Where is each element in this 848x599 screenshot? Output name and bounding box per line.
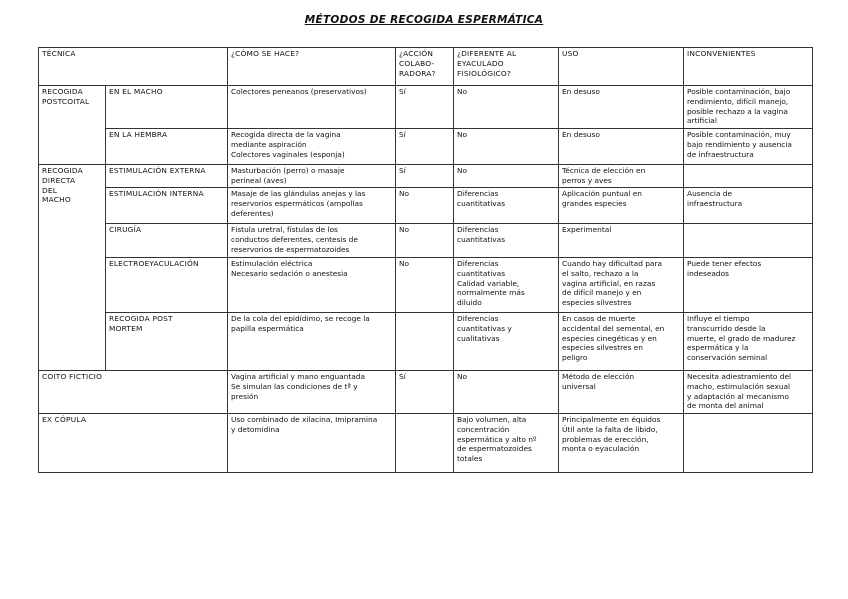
- technique-subname: ESTIMULACIÓN EXTERNA: [106, 165, 228, 188]
- text-line: Útil ante la falta de libido,: [562, 424, 658, 434]
- text-line: Bajo volumen, alta: [457, 415, 527, 424]
- header-tecnica: TÉCNICA: [39, 48, 228, 86]
- text-line: de espermatozoides: [457, 444, 532, 454]
- text-line: MACHO: [42, 195, 71, 205]
- uso-cell: [559, 129, 684, 165]
- text-line: cualitativas: [457, 333, 500, 343]
- text-line: conservación seminal: [687, 353, 768, 363]
- text-line: indeseados: [687, 268, 729, 278]
- inconvenientes-cell: [684, 86, 813, 129]
- table-row: [39, 224, 813, 258]
- uso-cell: [559, 165, 684, 188]
- text-line: rendimiento, difícil manejo,: [687, 96, 789, 106]
- text-line: especies cinegéticas y en: [562, 333, 657, 343]
- text-line: COLABO-: [399, 58, 435, 68]
- text-line: presión: [231, 391, 259, 401]
- table-row: [39, 414, 813, 473]
- como-cell: [228, 371, 396, 414]
- text-line: grandes especies: [562, 198, 627, 208]
- text-line: Diferencias: [457, 259, 499, 268]
- text-line: macho, estimulación sexual: [687, 381, 791, 391]
- inconvenientes-cell: [684, 258, 813, 313]
- table-row: [39, 313, 813, 371]
- diferente-cell: [454, 371, 559, 414]
- uso-cell: [559, 313, 684, 371]
- uso-cell: [559, 224, 684, 258]
- text-line: Ausencia de: [687, 189, 733, 198]
- table-row: [39, 188, 813, 224]
- text-line: papilla espermática: [231, 323, 304, 333]
- accion-cell: Sí: [396, 165, 454, 188]
- text-line: No: [457, 372, 468, 381]
- text-line: POSTCOITAL: [42, 96, 90, 106]
- text-line: de infraestructura: [687, 149, 754, 159]
- inconvenientes-cell: [684, 165, 813, 188]
- text-line: RECOGIDA: [42, 87, 83, 96]
- text-line: especies silvestres en: [562, 343, 643, 353]
- text-line: transcurrido desde la: [687, 323, 766, 333]
- text-line: EYACULADO: [457, 58, 504, 68]
- text-line: Colectores peneanos (preservativos): [231, 87, 367, 96]
- text-line: Recogida directa de la vagina: [231, 130, 341, 139]
- text-line: En desuso: [562, 130, 600, 139]
- diferente-cell: [454, 86, 559, 129]
- header-diferente: [454, 48, 559, 86]
- como-cell: [228, 258, 396, 313]
- accion-cell: No: [396, 188, 454, 224]
- inconvenientes-cell: [684, 129, 813, 165]
- text-line: No: [457, 166, 468, 175]
- text-line: No: [457, 87, 468, 96]
- text-line: FISIOLÓGICO?: [457, 68, 512, 78]
- inconvenientes-cell: [684, 313, 813, 371]
- diferente-cell: [454, 165, 559, 188]
- technique-name: EX CÓPULA: [39, 414, 228, 473]
- uso-cell: [559, 258, 684, 313]
- text-line: de monta del animal: [687, 401, 764, 411]
- text-line: En desuso: [562, 87, 600, 96]
- page-title: MÉTODOS DE RECOGIDA ESPERMÁTICA: [304, 14, 544, 26]
- text-line: universal: [562, 381, 596, 391]
- text-line: Aplicación puntual en: [562, 189, 642, 198]
- text-line: vagina artificial, en razas: [562, 278, 656, 288]
- text-line: Calidad variable,: [457, 278, 520, 288]
- accion-cell: Sí: [396, 86, 454, 129]
- methods-table: [38, 47, 813, 473]
- inconvenientes-cell: [684, 224, 813, 258]
- group-recogida-directa: [39, 165, 106, 371]
- table-row: [39, 129, 813, 165]
- como-cell: [228, 188, 396, 224]
- como-cell: [228, 224, 396, 258]
- text-line: De la cola del epidídimo, se recoge la: [231, 314, 370, 323]
- text-line: accidental del semental, en: [562, 323, 665, 333]
- technique-subname: ELECTROEYACULACIÓN: [106, 258, 228, 313]
- uso-cell: [559, 414, 684, 473]
- text-line: diluido: [457, 298, 482, 308]
- diferente-cell: [454, 258, 559, 313]
- text-line: cuantitativas y: [457, 323, 512, 333]
- accion-cell: [396, 414, 454, 473]
- inconvenientes-cell: [684, 371, 813, 414]
- text-line: Cuando hay dificultad para: [562, 259, 663, 268]
- text-line: conductos deferentes, centesis de: [231, 234, 358, 244]
- text-line: Posible contaminación, bajo: [687, 87, 791, 96]
- como-cell: [228, 313, 396, 371]
- text-line: cuantitativas: [457, 234, 506, 244]
- accion-cell: [396, 313, 454, 371]
- header-uso: USO: [559, 48, 684, 86]
- text-line: Colectores vaginales (esponja): [231, 149, 345, 159]
- text-line: ¿DIFERENTE AL: [457, 49, 517, 58]
- table-row: [39, 86, 813, 129]
- header-como: ¿CÓMO SE HACE?: [228, 48, 396, 86]
- inconvenientes-cell: [684, 188, 813, 224]
- text-line: Método de elección: [562, 372, 635, 381]
- text-line: No: [457, 130, 468, 139]
- text-line: RADORA?: [399, 68, 436, 78]
- text-line: Principalmente en équidos: [562, 415, 661, 424]
- text-line: posible rechazo a la vagina: [687, 106, 788, 116]
- text-line: Diferencias: [457, 314, 499, 323]
- text-line: peligro: [562, 353, 588, 363]
- text-line: mediante aspiración: [231, 139, 307, 149]
- accion-cell: No: [396, 258, 454, 313]
- header-accion: [396, 48, 454, 86]
- text-line: Vagina artificial y mano enguantada: [231, 372, 366, 381]
- technique-subname: CIRUGÍA: [106, 224, 228, 258]
- text-line: espermática y la: [687, 343, 749, 353]
- text-line: cuantitativas: [457, 198, 506, 208]
- uso-cell: [559, 86, 684, 129]
- text-line: de difícil manejo y en: [562, 288, 642, 298]
- text-line: especies silvestres: [562, 298, 632, 308]
- diferente-cell: [454, 313, 559, 371]
- technique-subname: ESTIMULACIÓN INTERNA: [106, 188, 228, 224]
- text-line: Influye el tiempo: [687, 314, 750, 323]
- diferente-cell: [454, 414, 559, 473]
- text-line: cuantitativas: [457, 268, 506, 278]
- table-row: [39, 258, 813, 313]
- diferente-cell: [454, 129, 559, 165]
- text-line: concentración: [457, 424, 510, 434]
- accion-cell: Sí: [396, 371, 454, 414]
- text-line: MORTEM: [109, 323, 143, 333]
- text-line: DIRECTA: [42, 175, 76, 185]
- header-row: [39, 48, 813, 86]
- header-inconvenientes: INCONVENIENTES: [684, 48, 813, 86]
- text-line: monta o eyaculación: [562, 444, 640, 454]
- text-line: normalmente más: [457, 288, 525, 298]
- text-line: problemas de erección,: [562, 434, 649, 444]
- uso-cell: [559, 371, 684, 414]
- accion-cell: Sí: [396, 129, 454, 165]
- text-line: Fístula uretral, fístulas de los: [231, 225, 338, 234]
- text-line: espermática y alto nº: [457, 434, 537, 444]
- como-cell: [228, 165, 396, 188]
- text-line: DEL: [42, 185, 58, 195]
- text-line: RECOGIDA POST: [109, 314, 173, 323]
- text-line: totales: [457, 454, 483, 464]
- text-line: Diferencias: [457, 225, 499, 234]
- text-line: Diferencias: [457, 189, 499, 198]
- text-line: perros y aves: [562, 175, 612, 185]
- table-row: [39, 165, 813, 188]
- text-line: Técnica de elección en: [562, 166, 646, 175]
- text-line: reservorios espermáticos (ampollas: [231, 198, 363, 208]
- technique-name: COITO FICTICIO: [39, 371, 228, 414]
- text-line: Posible contaminación, muy: [687, 130, 791, 139]
- inconvenientes-cell: [684, 414, 813, 473]
- text-line: RECOGIDA: [42, 166, 83, 175]
- text-line: muerte, el grado de madurez: [687, 333, 796, 343]
- technique-subname: EN EL MACHO: [106, 86, 228, 129]
- group-recogida-postcoital: [39, 86, 106, 165]
- text-line: perineal (aves): [231, 175, 287, 185]
- text-line: Estimulación eléctrica: [231, 259, 313, 268]
- como-cell: [228, 414, 396, 473]
- text-line: Necesario sedación o anestesia: [231, 268, 348, 278]
- technique-subname: EN LA HEMBRA: [106, 129, 228, 165]
- text-line: deferentes): [231, 208, 274, 218]
- text-line: bajo rendimiento y ausencia: [687, 139, 792, 149]
- text-line: infraestructura: [687, 198, 743, 208]
- text-line: artificial: [687, 116, 717, 126]
- diferente-cell: [454, 188, 559, 224]
- como-cell: [228, 129, 396, 165]
- text-line: Masturbación (perro) o masaje: [231, 166, 345, 175]
- text-line: Masaje de las glándulas anejas y las: [231, 189, 366, 198]
- text-line: Necesita adiestramiento del: [687, 372, 792, 381]
- diferente-cell: [454, 224, 559, 258]
- text-line: En casos de muerte: [562, 314, 636, 323]
- technique-subname: [106, 313, 228, 371]
- como-cell: [228, 86, 396, 129]
- text-line: el salto, rechazo a la: [562, 268, 639, 278]
- accion-cell: No: [396, 224, 454, 258]
- text-line: ¿ACCIÓN: [399, 49, 434, 58]
- text-line: Puede tener efectos: [687, 259, 762, 268]
- text-line: Experimental: [562, 225, 612, 234]
- text-line: Se simulan las condiciones de tª y: [231, 381, 358, 391]
- text-line: y detomidina: [231, 424, 280, 434]
- table-row: [39, 371, 813, 414]
- text-line: y adaptación al mecanismo: [687, 391, 789, 401]
- text-line: Uso combinado de xilacina, Imipramina: [231, 415, 378, 424]
- text-line: reservorios de espermatozoides: [231, 244, 350, 254]
- uso-cell: [559, 188, 684, 224]
